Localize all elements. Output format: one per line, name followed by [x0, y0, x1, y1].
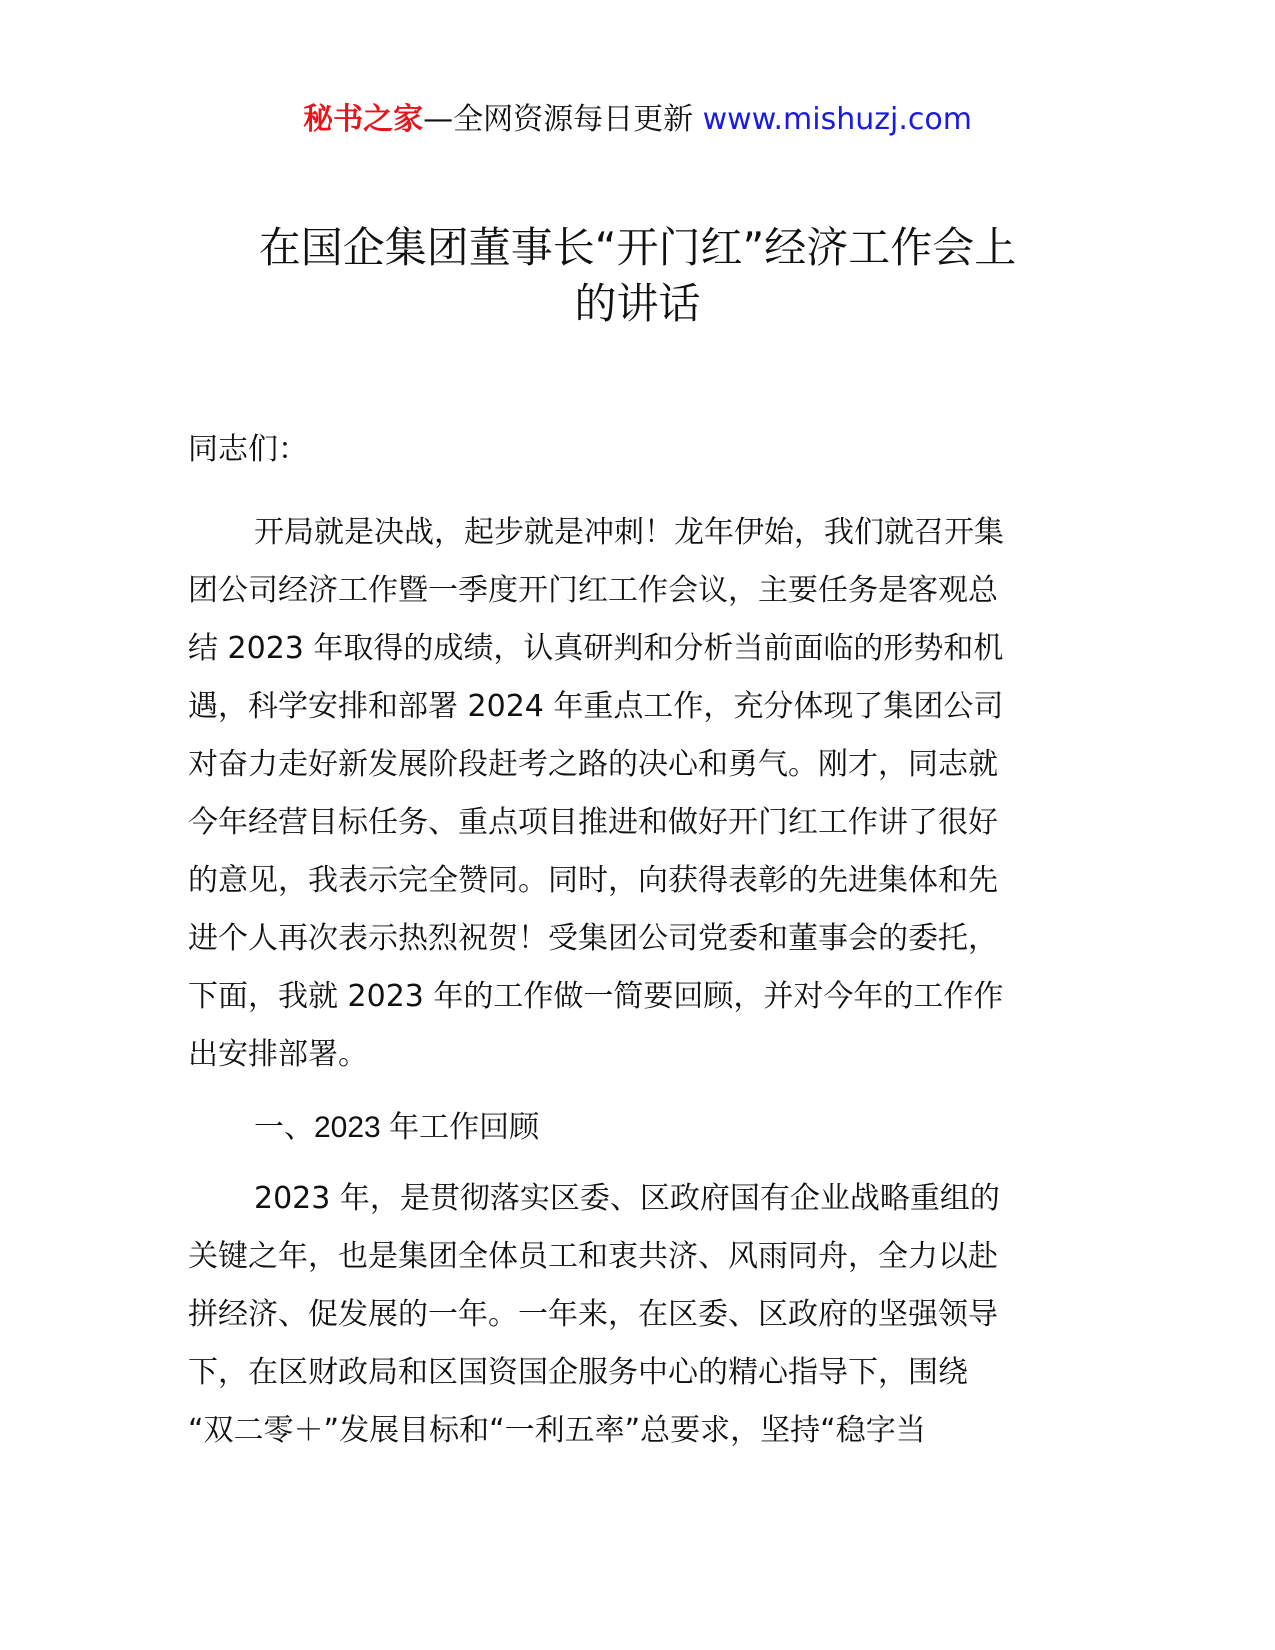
- paragraph-line: 进个人再次表示热烈祝贺！受集团公司党委和董事会的委托，: [188, 921, 998, 956]
- document-body: [188, 430, 1088, 1460]
- paragraph-opening: [188, 504, 1088, 1084]
- section-heading-review: 一、2023 年工作回顾: [254, 1111, 540, 1144]
- paragraph-line: 团公司经济工作暨一季度开门红工作会议，主要任务是客观总: [188, 573, 998, 608]
- paragraph-line: 开局就是决战，起步就是冲刺！龙年伊始，我们就召开集: [254, 515, 1004, 550]
- document-title-line-1: 在国企集团董事长“开门红”经济工作会上: [258, 223, 1017, 272]
- site-header: [0, 98, 1275, 142]
- paragraph-line: 对奋力走好新发展阶段赶考之路的决心和勇气。刚才，同志就: [188, 747, 998, 782]
- paragraph-line: 关键之年，也是集团全体员工和衷共济、风雨同舟，全力以赴: [188, 1239, 998, 1274]
- paragraph-line: 的意见，我表示完全赞同。同时，向获得表彰的先进集体和先: [188, 863, 998, 898]
- paragraph-line: 下面，我就 2023 年的工作做一简要回顾，并对今年的工作作: [188, 979, 1004, 1014]
- paragraph-line: “双二零＋”发展目标和“一利五率”总要求，坚持“稳字当: [188, 1413, 926, 1448]
- paragraph-line: 下，在区财政局和区国资国企服务中心的精心指导下，围绕: [188, 1355, 968, 1390]
- paragraph-review: [188, 1170, 1088, 1460]
- document-title-line-2: 的讲话: [574, 279, 701, 328]
- document-title: [150, 220, 1125, 332]
- paragraph-line: 拼经济、促发展的一年。一年来，在区委、区政府的坚强领导: [188, 1297, 998, 1332]
- paragraph-line: 结 2023 年取得的成绩，认真研判和分析当前面临的形势和机: [188, 631, 1004, 666]
- brand-name: 秘书之家: [303, 102, 424, 137]
- site-url-link[interactable]: www.mishuzj.com: [702, 102, 972, 137]
- paragraph-line: 出安排部署。: [188, 1037, 368, 1072]
- paragraph-line: 今年经营目标任务、重点项目推进和做好开门红工作讲了很好: [188, 805, 998, 840]
- paragraph-line: 2023 年，是贯彻落实区委、区政府国有企业战略重组的: [254, 1181, 1000, 1216]
- header-tagline: —全网资源每日更新: [423, 102, 703, 137]
- salutation: 同志们：: [188, 432, 308, 467]
- paragraph-line: 遇，科学安排和部署 2024 年重点工作，充分体现了集团公司: [188, 689, 1004, 724]
